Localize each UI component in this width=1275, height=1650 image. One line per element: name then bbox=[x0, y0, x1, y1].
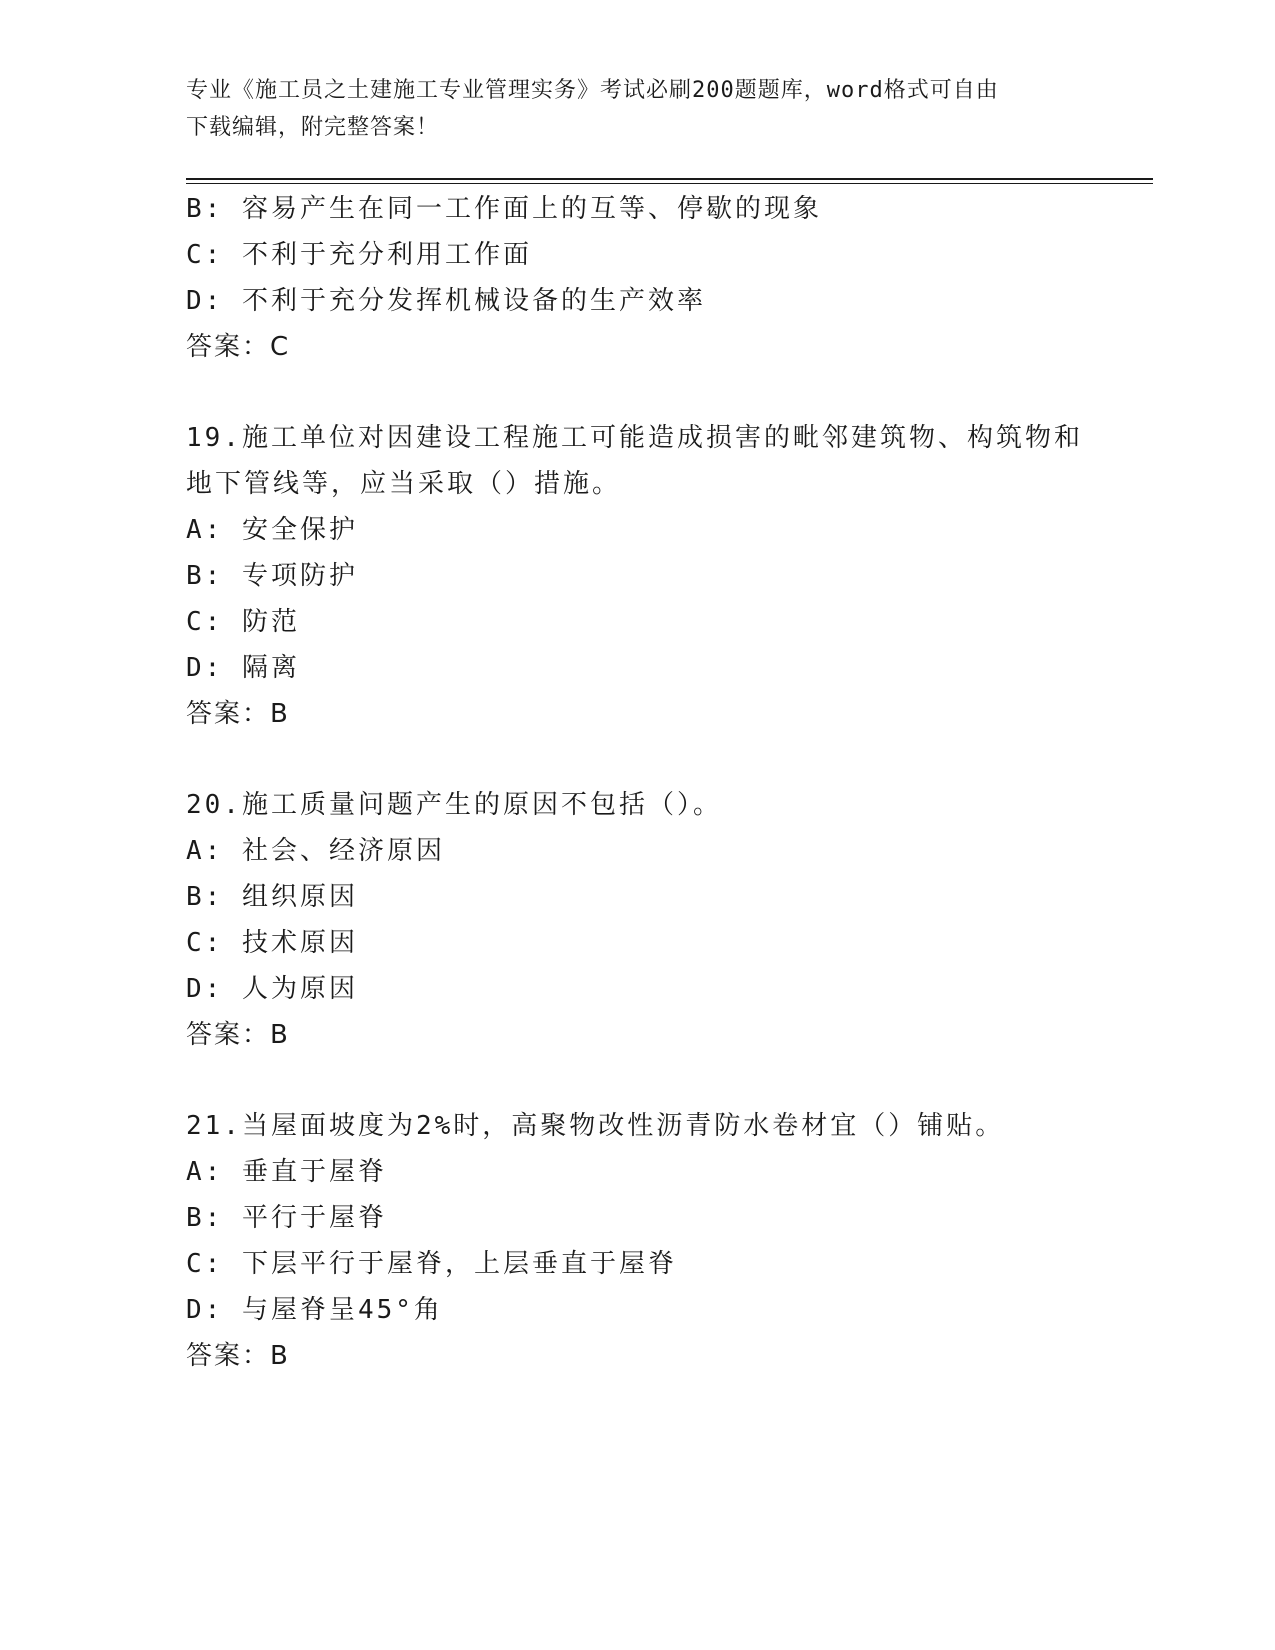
question-stem-line-1: 20.施工质量问题产生的原因不包括（）。 bbox=[186, 790, 722, 820]
answer-line: 答案：B bbox=[186, 699, 290, 729]
question-stem-line-1: 19.施工单位对因建设工程施工可能造成损害的毗邻建筑物、构筑物和 bbox=[186, 423, 1083, 453]
answer-line: 答案：B bbox=[186, 1020, 290, 1050]
option-d: D: 隔离 bbox=[186, 653, 300, 683]
header-line-1: 专业《施工员之土建施工专业管理实务》考试必刷200题题库，word格式可自由 bbox=[186, 78, 999, 103]
header-line-2: 下载编辑，附完整答案！ bbox=[186, 115, 440, 140]
option-c: C: 防范 bbox=[186, 607, 300, 637]
option-b: B: 平行于屋脊 bbox=[186, 1203, 387, 1233]
document-header bbox=[186, 72, 1086, 146]
option-b: B: 专项防护 bbox=[186, 561, 358, 591]
option-a: A: 垂直于屋脊 bbox=[186, 1157, 387, 1187]
option-c: C: 技术原因 bbox=[186, 928, 358, 958]
option-b: B: 容易产生在同一工作面上的互等、停歇的现象 bbox=[186, 194, 822, 224]
option-a: A: 安全保护 bbox=[186, 515, 358, 545]
header-divider-thin bbox=[186, 183, 1153, 184]
answer-line: 答案：B bbox=[186, 1341, 290, 1371]
option-d: D: 不利于充分发挥机械设备的生产效率 bbox=[186, 286, 706, 316]
answer-line: 答案：C bbox=[186, 332, 291, 362]
question-list bbox=[186, 186, 1086, 1379]
question-21 bbox=[186, 1103, 1086, 1379]
option-c: C: 下层平行于屋脊，上层垂直于屋脊 bbox=[186, 1249, 677, 1279]
question-stem-line-1: 21.当屋面坡度为2%时，高聚物改性沥青防水卷材宜（）铺贴。 bbox=[186, 1111, 1005, 1141]
option-a: A: 社会、经济原因 bbox=[186, 836, 445, 866]
question-19 bbox=[186, 415, 1086, 737]
question-20 bbox=[186, 782, 1086, 1058]
option-b: B: 组织原因 bbox=[186, 882, 358, 912]
option-c: C: 不利于充分利用工作面 bbox=[186, 240, 532, 270]
header-divider-thick bbox=[186, 178, 1153, 180]
option-d: D: 人为原因 bbox=[186, 974, 358, 1004]
option-d: D: 与屋脊呈45°角 bbox=[186, 1295, 443, 1325]
question-stem-line-2: 地下管线等，应当采取（）措施。 bbox=[186, 469, 622, 499]
question-18-continued bbox=[186, 186, 1086, 370]
